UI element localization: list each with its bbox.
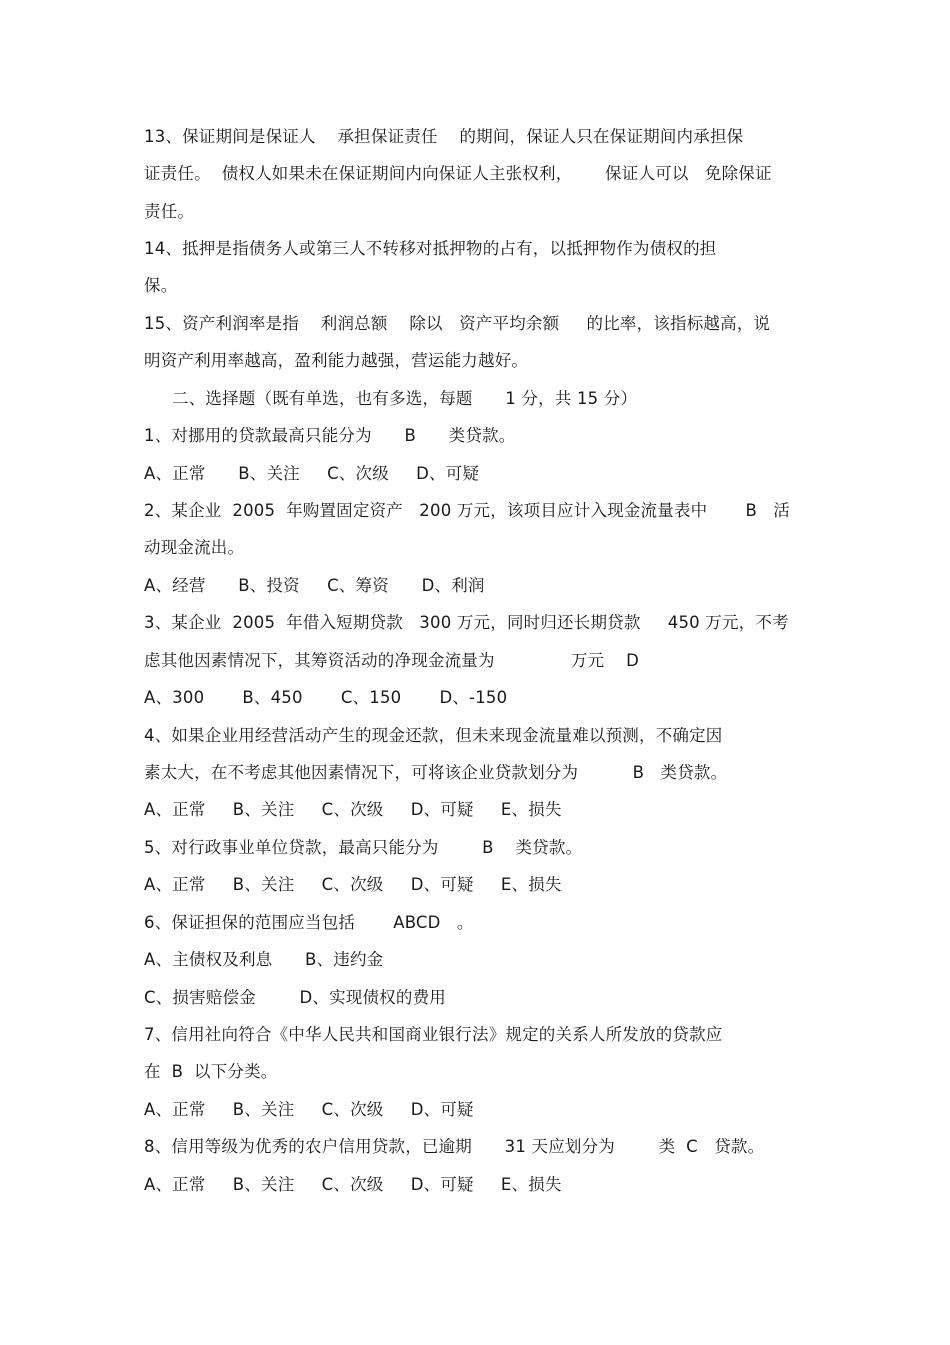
options-line: A、正常 B、关注 C、次级 D、可疑 [144, 464, 480, 483]
options-line: A、正常 B、关注 C、次级 D、可疑 E、损失 [144, 875, 562, 894]
text-line: 责任。 [144, 202, 195, 221]
options-line: A、经营 B、投资 C、筹资 D、利润 [144, 576, 485, 595]
options-line: A、300 B、450 C、150 D、-150 [144, 688, 508, 707]
options-line: C、损害赔偿金 D、实现债权的费用 [144, 988, 446, 1007]
question-line: 3、某企业 2005 年借入短期贷款 300 万元，同时归还长期贷款 450 万元，不考 [144, 613, 789, 632]
text-line: 证责任。 债权人如果未在保证期间内向保证人主张权利， 保证人可以 免除保证 [144, 164, 772, 183]
question-line: 1、对挪用的贷款最高只能分为 B 类贷款。 [144, 426, 516, 445]
options-line: A、正常 B、关注 C、次级 D、可疑 E、损失 [144, 800, 562, 819]
question-line: 虑其他因素情况下，其筹资活动的净现金流量为 万元 D [144, 651, 640, 670]
options-line: A、正常 B、关注 C、次级 D、可疑 [144, 1100, 474, 1119]
options-line: A、主债权及利息 B、违约金 [144, 950, 384, 969]
text-line: 明资产利用率越高，盈利能力越强，营运能力越好。 [144, 351, 529, 370]
question-line: 7、信用社向符合《中华人民共和国商业银行法》规定的关系人所发放的贷款应 [144, 1025, 723, 1044]
question-line: 6、保证担保的范围应当包括 ABCD 。 [144, 913, 474, 932]
section-heading: 二、选择题（既有单选，也有多选，每题 1 分，共 15 分） [172, 389, 638, 408]
text-line: 保。 [144, 276, 178, 295]
text-line: 15、资产利润率是指 利润总额 除以 资产平均余额 的比率，该指标越高，说 [144, 314, 771, 333]
question-line: 8、信用等级为优秀的农户信用贷款，已逾期 31 天应划分为 类 C 贷款。 [144, 1137, 765, 1156]
question-line: 在 B 以下分类。 [144, 1062, 278, 1081]
options-line: A、正常 B、关注 C、次级 D、可疑 E、损失 [144, 1175, 562, 1194]
question-line: 4、如果企业用经营活动产生的现金还款，但未来现金流量难以预测，不确定因 [144, 726, 723, 745]
question-line: 5、对行政事业单位贷款，最高只能分为 B 类贷款。 [144, 838, 583, 857]
text-line: 13、保证期间是保证人 承担保证责任 的期间，保证人只在保证期间内承担保 [144, 127, 744, 146]
question-line: 2、某企业 2005 年购置固定资产 200 万元，该项目应计入现金流量表中 B 活 [144, 501, 791, 520]
question-line: 素太大，在不考虑其他因素情况下，可将该企业贷款划分为 B 类贷款。 [144, 763, 728, 782]
text-line: 14、抵押是指债务人或第三人不转移对抵押物的占有，以抵押物作为债权的担 [144, 239, 717, 258]
question-line: 动现金流出。 [144, 538, 245, 557]
